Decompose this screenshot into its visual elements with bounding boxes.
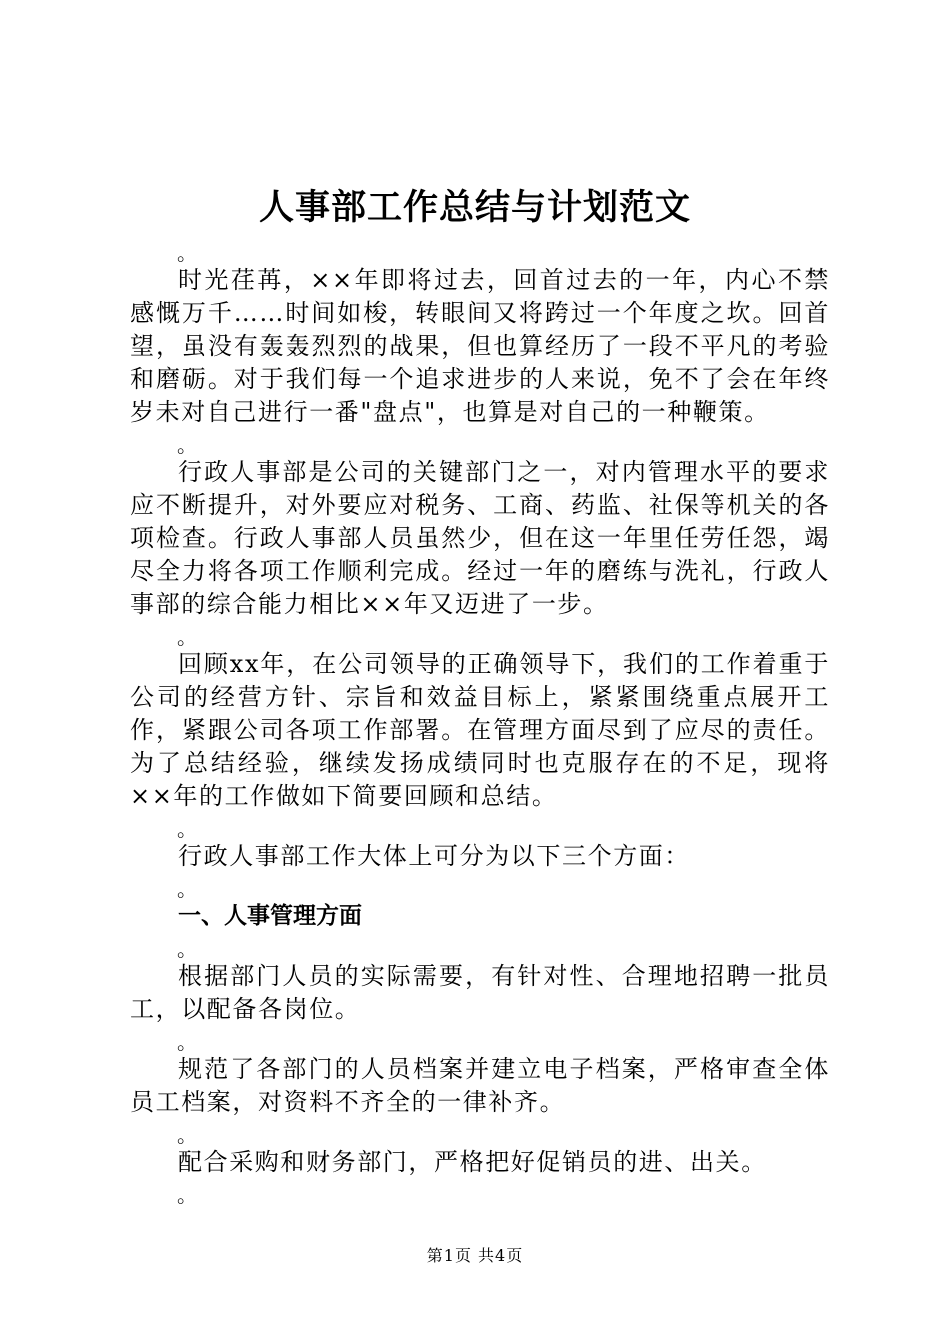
paragraph-marker: 。 — [177, 1183, 197, 1207]
paragraph-marker: 。 — [177, 937, 197, 961]
paragraph-marker: 。 — [177, 241, 197, 265]
paragraph-intro: 时光荏苒，××年即将过去，回首过去的一年，内心不禁感慨万千……时间如梭，转眼间又将跨过一个年度之坎。回首望，虽没有轰轰烈烈的战果，但也算经历了一段不平凡的考验和磨砺。对于我们每一个追求进步的人来说，免不了会在年终岁未对自己进行一番"盘点"，也算是对自己的一种鞭策。 — [130, 266, 830, 426]
list-item: 根据部门人员的实际需要，有针对性、合理地招聘一批员工，以配备各岗位。 — [130, 962, 830, 1023]
paragraph-marker: 。 — [177, 1030, 197, 1054]
paragraph-marker: 。 — [177, 1123, 197, 1147]
paragraph-marker: 。 — [177, 877, 197, 901]
page-footer: 第1页 共4页 — [426, 1246, 524, 1265]
paragraph-marker: 。 — [177, 817, 197, 841]
document-body — [130, 243, 830, 1206]
paragraph-marker: 。 — [177, 433, 197, 457]
document-title: 人事部工作总结与计划范文 — [258, 187, 691, 228]
paragraph-overview: 行政人事部工作大体上可分为以下三个方面： — [178, 842, 690, 870]
section-heading: 一、人事管理方面 — [178, 903, 362, 929]
paragraph-review: 回顾xx年，在公司领导的正确领导下，我们的工作着重于公司的经营方针、宗旨和效益目标上，紧紧围绕重点展开工作，紧跟公司各项工作部署。在管理方面尽到了应尽的责任。为了总结经验，继续发扬成绩同时也克服存在的不足，现将××年的工作做如下简要回顾和总结。 — [130, 650, 830, 810]
paragraph-marker: 。 — [177, 625, 197, 649]
paragraph-department: 行政人事部是公司的关键部门之一，对内管理水平的要求应不断提升，对外要应对税务、工商、药监、社保等机关的各项检查。行政人事部人员虽然少，但在这一年里任劳任怨，竭尽全力将各项工作顺利完成。经过一年的磨练与洗礼，行政人事部的综合能力相比××年又迈进了一步。 — [130, 458, 830, 618]
list-item: 规范了各部门的人员档案并建立电子档案，严格审查全体员工档案，对资料不齐全的一律补齐。 — [130, 1055, 830, 1116]
list-item: 配合采购和财务部门，严格把好促销员的进、出关。 — [178, 1148, 767, 1176]
